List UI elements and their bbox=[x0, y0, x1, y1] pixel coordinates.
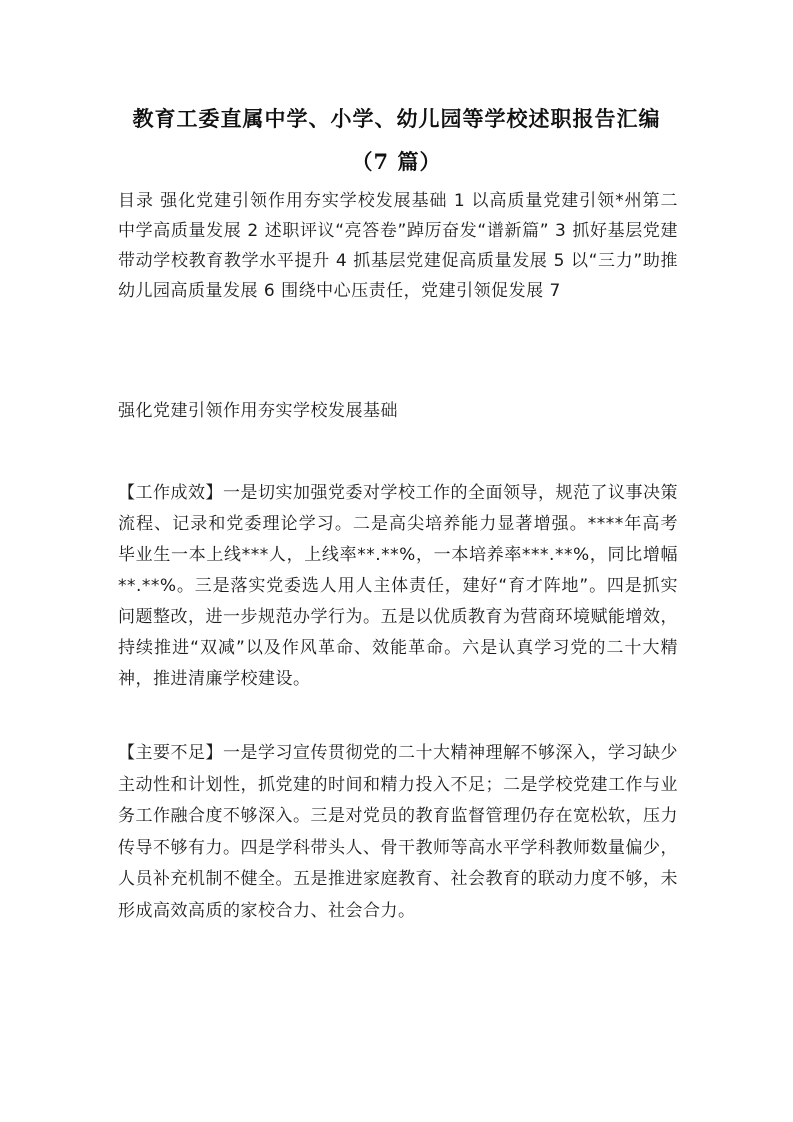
document-title: 教育工委直属中学、小学、幼儿园等学校述职报告汇编 bbox=[132, 106, 661, 131]
document-title-count: （7 篇） bbox=[351, 149, 442, 174]
section-heading: 强化党建引领作用夯实学校发展基础 bbox=[118, 401, 398, 421]
table-of-contents: 目录 强化党建引领作用夯实学校发展基础 1 以高质量党建引领*州第二中学高质量发展 2 述职评议“亮答卷”踔厉奋发“谱新篇” 3 抓好基层党建带动学校教育教学水平提升 4 抓基层党建促高质量发展 5 以“三力”助推幼儿园高质量发展 6 围绕中心压责任，党建引领促发展 7 bbox=[118, 191, 678, 301]
paragraph-shortcomings: 【主要不足】一是学习宣传贯彻党的二十大精神理解不够深入，学习缺少主动性和计划性，抓党建的时间和精力投入不足；二是学校党建工作与业务工作融合度不够深入。三是对党员的教育监督管理仍存在宽松软，压力传导不够有力。四是学科带头人、骨干教师等高水平学科教师数量偏少，人员补充机制不健全。五是推进家庭教育、社会教育的联动力度不够，未形成高效高质的家校合力、社会合力。 bbox=[118, 743, 678, 921]
paragraph-achievements: 【工作成效】一是切实加强党委对学校工作的全面领导，规范了议事决策流程、记录和党委理论学习。二是高尖培养能力显著增强。****年高考毕业生一本上线***人，上线率**.**%，一本培养率***.**%，同比增幅**.**%。三是落实党委选人用人主体责任，建好“育才阵地”。四是抓实问题整改，进一步规范办学行为。五是以优质教育为营商环境赋能增效，持续推进“双减”以及作风革命、效能革命。六是认真学习党的二十大精神，推进清廉学校建设。 bbox=[118, 483, 678, 689]
